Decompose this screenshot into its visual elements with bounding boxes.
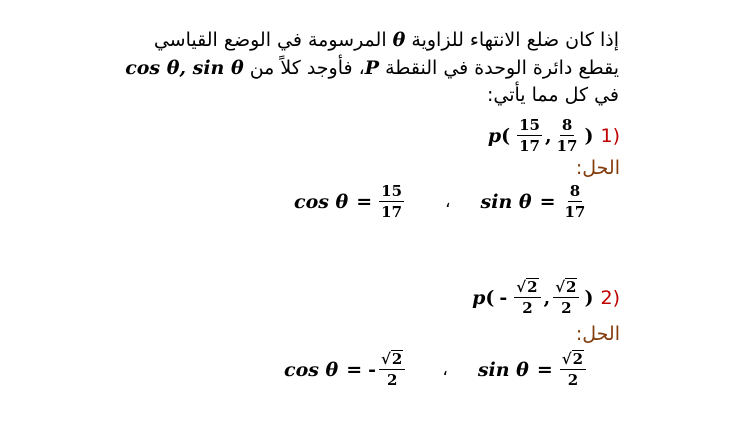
intro-text-1b: المرسومة في الوضع القياسي: [153, 29, 387, 51]
point-symbol: P: [364, 57, 380, 79]
sin-fraction: $\frac{8}{17}$: [564, 182, 586, 221]
problem-2-solution: cos θ = - √ 2 2 ، sin θ = √ 2 2: [284, 350, 589, 389]
fraction-y: √ 2 2: [553, 278, 579, 317]
solution-separator: ،: [442, 359, 448, 380]
theta-symbol: θ: [392, 29, 406, 51]
problem-1-solution: cos θ = $\frac{15}{17}$ ، sin θ = $\frac{8}{17}$: [294, 182, 586, 221]
fraction-x: √ 2 2: [514, 278, 540, 317]
intro-line-1: [154, 26, 619, 54]
sin-theta-label: sin θ: [477, 358, 529, 381]
problem-1-statement: p ( $\frac{15}{17}$ , $\frac{8}{17}$ ) 1): [487, 116, 620, 155]
problem-2-statement: p ( - √ 2 2 , √ 2 2 ) 2): [472, 278, 620, 317]
fraction-x: $\frac{15}{17}$: [519, 116, 540, 155]
intro-text-3: في كل مما يأتي:: [486, 84, 619, 106]
problem-2-number: 2): [600, 286, 620, 309]
intro-text-2b: ، فأوجد كلاً من: [249, 57, 365, 79]
point-p-label: p: [487, 124, 502, 147]
cos-theta-label: cos θ: [294, 190, 349, 213]
problem-1-solution-label: الحل:: [575, 157, 620, 179]
sin-fraction: √ 2 2: [560, 350, 586, 389]
cos-theta-label: cos θ: [284, 358, 339, 381]
cos-fraction: √ 2 2: [379, 350, 405, 389]
intro-text-2a: يقطع دائرة الوحدة في النقطة: [385, 57, 619, 79]
intro-line-2: [125, 54, 619, 82]
fraction-y: $\frac{8}{17}$: [556, 116, 578, 155]
cos-fraction: $\frac{15}{17}$: [381, 182, 403, 221]
solution-separator: ،: [445, 191, 451, 212]
intro-math-cos-sin: cos θ, sin θ: [125, 57, 244, 79]
intro-line-3: [487, 81, 619, 109]
point-p-label: p: [472, 286, 486, 309]
cos-sign: -: [368, 358, 377, 381]
x-sign: -: [499, 286, 508, 309]
problem-2-solution-label: الحل:: [575, 323, 620, 345]
intro-text-1a: إذا كان ضلع الانتهاء للزاوية: [411, 29, 619, 51]
sin-theta-label: sin θ: [480, 190, 532, 213]
problem-1-number: 1): [600, 124, 620, 147]
